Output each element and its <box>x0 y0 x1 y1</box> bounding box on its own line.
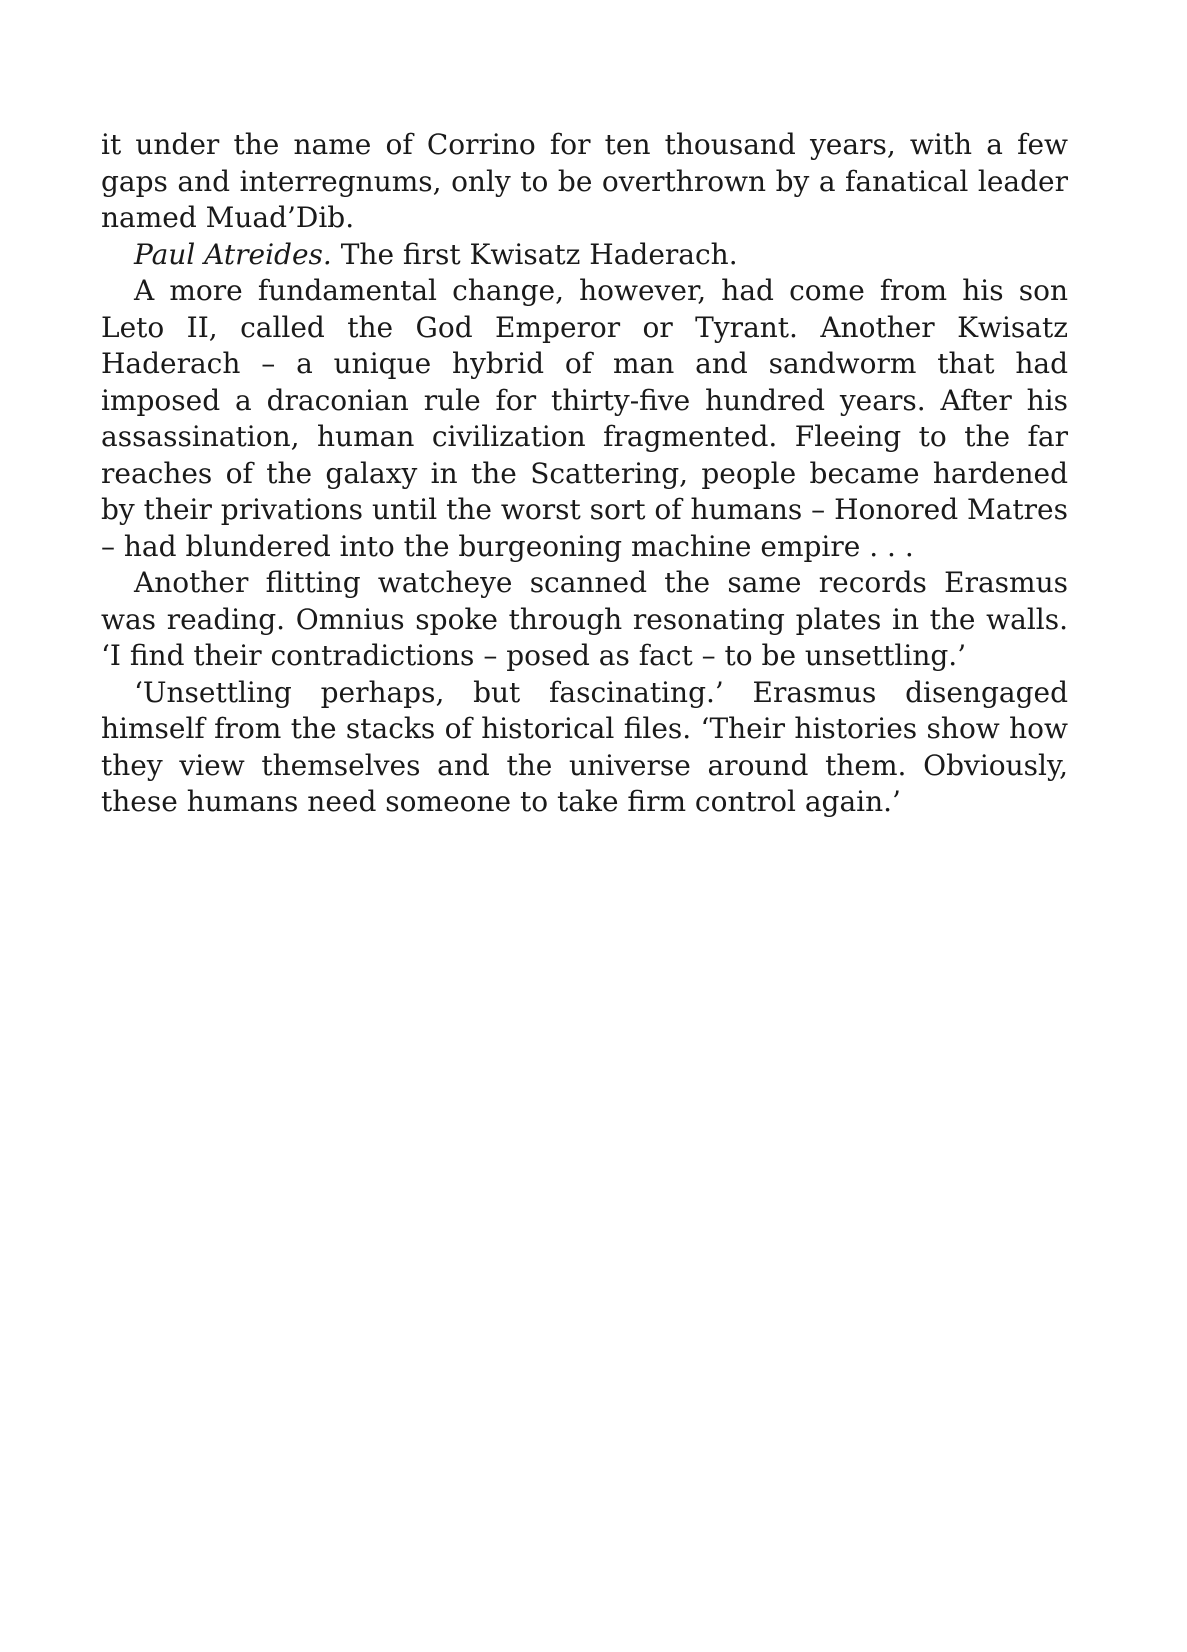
paragraph-watcheye: Another flitting watcheye scanned the same records Erasmus was reading. Omnius spoke through resonating plates in the walls. ‘I find their contradictions – posed as fact – to be unsettling.’ <box>101 566 1068 672</box>
paragraph-paul-atreides <box>101 237 1068 274</box>
paragraph-text: The first Kwisatz Haderach. <box>331 237 738 271</box>
body-text <box>101 127 1068 821</box>
paragraph-erasmus: ‘Unsettling perhaps, but fascinating.’ Erasmus disengaged himself from the stacks of historical files. ‘Their histories show how they view themselves and the universe around them. Obviously, these humans need someone to take firm control again.’ <box>101 675 1068 818</box>
italic-name: Paul Atreides. <box>134 237 332 271</box>
paragraph-leto: A more fundamental change, however, had come from his son Leto II, called the God Emperor or Tyrant. Another Kwisatz Haderach – a unique hybrid of man and sandworm that had imposed a draconian rule for thirty-five hundred years. After his assassination, human civilization fragmented. Fleeing to the far reaches of the galaxy in the Scattering, people became hardened by their privations until the worst sort of humans – Honored Matres – had blundered into the burgeoning machine empire . . . <box>101 274 1068 563</box>
paragraph-continuation: it under the name of Corrino for ten thousand years, with a few gaps and interregnums, only to be overthrown by a fanatical leader named Muad’Dib. <box>101 128 1068 234</box>
